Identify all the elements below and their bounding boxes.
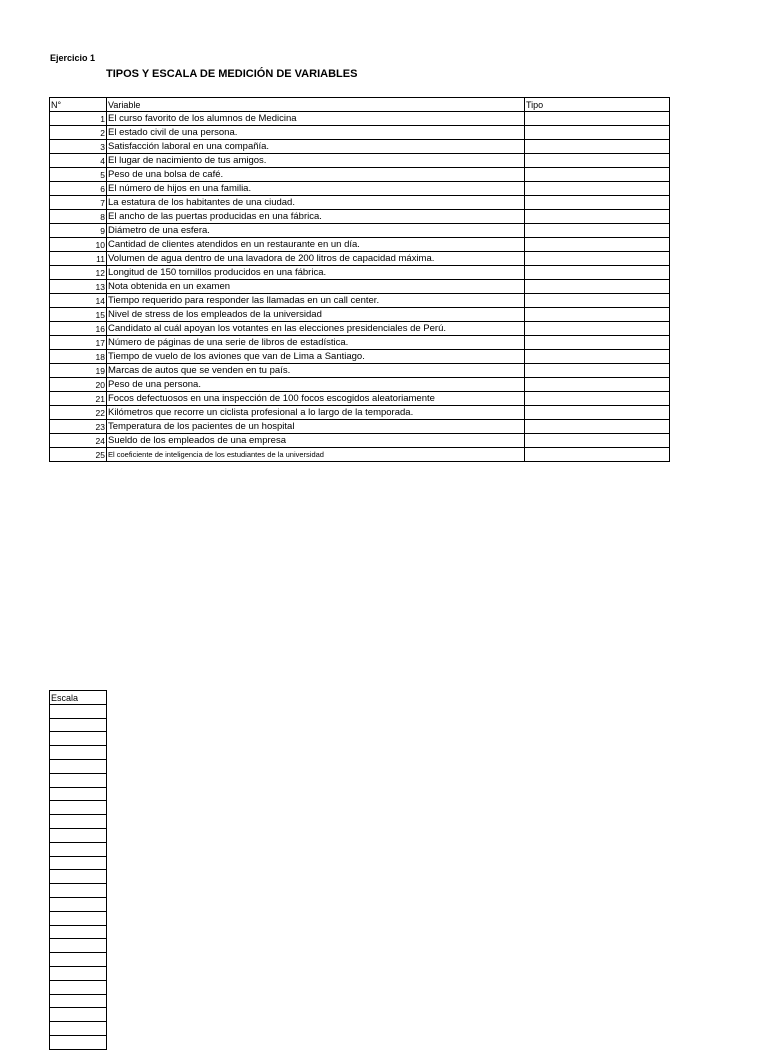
escala-cell[interactable] xyxy=(50,966,107,980)
variable-cell: El lugar de nacimiento de tus amigos. xyxy=(107,154,525,168)
table-row xyxy=(50,350,670,364)
table-row xyxy=(50,266,670,280)
type-cell[interactable] xyxy=(525,294,670,308)
table-row xyxy=(50,322,670,336)
variable-cell: Candidato al cuál apoyan los votantes en las elecciones presidenciales de Perú. xyxy=(107,322,525,336)
escala-cell[interactable] xyxy=(50,994,107,1008)
variable-cell: El coeficiente de inteligencia de los estudiantes de la universidad xyxy=(107,448,525,462)
variable-cell: Marcas de autos que se venden en tu país. xyxy=(107,364,525,378)
exercise-label: Ejercicio 1 xyxy=(50,53,96,63)
escala-cell[interactable] xyxy=(50,856,107,870)
table-row xyxy=(50,392,670,406)
type-cell[interactable] xyxy=(525,252,670,266)
table-row xyxy=(50,182,670,196)
escala-row xyxy=(50,1008,107,1022)
escala-row xyxy=(50,759,107,773)
escala-cell[interactable] xyxy=(50,773,107,787)
escala-row xyxy=(50,856,107,870)
variable-cell: Tiempo de vuelo de los aviones que van de Lima a Santiago. xyxy=(107,350,525,364)
escala-cell[interactable] xyxy=(50,870,107,884)
type-cell[interactable] xyxy=(525,378,670,392)
table-row xyxy=(50,434,670,448)
escala-cell[interactable] xyxy=(50,925,107,939)
table-row xyxy=(50,196,670,210)
table-row xyxy=(50,210,670,224)
row-number: 19 xyxy=(50,364,107,378)
variable-cell: Peso de una persona. xyxy=(107,378,525,392)
escala-cell[interactable] xyxy=(50,801,107,815)
header-type: Tipo xyxy=(525,98,670,112)
variable-cell: Kilómetros que recorre un ciclista profesional a lo largo de la temporada. xyxy=(107,406,525,420)
row-number: 1 xyxy=(50,112,107,126)
table-row xyxy=(50,364,670,378)
escala-row xyxy=(50,1035,107,1049)
escala-row xyxy=(50,746,107,760)
type-cell[interactable] xyxy=(525,154,670,168)
row-number: 3 xyxy=(50,140,107,154)
type-cell[interactable] xyxy=(525,392,670,406)
variable-cell: Sueldo de los empleados de una empresa xyxy=(107,434,525,448)
row-number: 20 xyxy=(50,378,107,392)
table-row xyxy=(50,168,670,182)
row-number: 23 xyxy=(50,420,107,434)
escala-row xyxy=(50,704,107,718)
header-escala: Escala xyxy=(50,691,107,705)
variable-cell: Volumen de agua dentro de una lavadora de 200 litros de capacidad máxima. xyxy=(107,252,525,266)
type-cell[interactable] xyxy=(525,266,670,280)
type-cell[interactable] xyxy=(525,140,670,154)
type-cell[interactable] xyxy=(525,112,670,126)
table-row xyxy=(50,406,670,420)
escala-row xyxy=(50,787,107,801)
escala-cell[interactable] xyxy=(50,828,107,842)
row-number: 10 xyxy=(50,238,107,252)
table-row xyxy=(50,126,670,140)
escala-row xyxy=(50,870,107,884)
escala-row xyxy=(50,884,107,898)
escala-cell[interactable] xyxy=(50,815,107,829)
row-number: 2 xyxy=(50,126,107,140)
type-cell[interactable] xyxy=(525,210,670,224)
table-row xyxy=(50,378,670,392)
escala-row xyxy=(50,911,107,925)
escala-cell[interactable] xyxy=(50,704,107,718)
type-cell[interactable] xyxy=(525,420,670,434)
row-number: 12 xyxy=(50,266,107,280)
variable-cell: El número de hijos en una familia. xyxy=(107,182,525,196)
escala-cell[interactable] xyxy=(50,732,107,746)
table-row xyxy=(50,280,670,294)
variable-cell: Tiempo requerido para responder las llamadas en un call center. xyxy=(107,294,525,308)
header-number: N° xyxy=(50,98,107,112)
variable-cell: El estado civil de una persona. xyxy=(107,126,525,140)
escala-cell[interactable] xyxy=(50,953,107,967)
escala-cell[interactable] xyxy=(50,759,107,773)
variable-cell: Nota obtenida en un examen xyxy=(107,280,525,294)
row-number: 21 xyxy=(50,392,107,406)
type-cell[interactable] xyxy=(525,322,670,336)
escala-row xyxy=(50,801,107,815)
table-row xyxy=(50,294,670,308)
escala-row xyxy=(50,828,107,842)
escala-cell[interactable] xyxy=(50,1008,107,1022)
type-cell[interactable] xyxy=(525,126,670,140)
escala-cell[interactable] xyxy=(50,787,107,801)
type-cell[interactable] xyxy=(525,448,670,462)
type-cell[interactable] xyxy=(525,336,670,350)
table-row xyxy=(50,112,670,126)
escala-row xyxy=(50,939,107,953)
escala-row xyxy=(50,897,107,911)
variable-cell: Focos defectuosos en una inspección de 100 focos escogidos aleatoriamente xyxy=(107,392,525,406)
row-number: 18 xyxy=(50,350,107,364)
escala-cell[interactable] xyxy=(50,718,107,732)
escala-cell[interactable] xyxy=(50,980,107,994)
type-cell[interactable] xyxy=(525,434,670,448)
variable-cell: Longitud de 150 tornillos producidos en una fábrica. xyxy=(107,266,525,280)
escala-row xyxy=(50,718,107,732)
row-number: 9 xyxy=(50,224,107,238)
escala-cell[interactable] xyxy=(50,939,107,953)
escala-table xyxy=(49,690,107,1050)
escala-row xyxy=(50,815,107,829)
row-number: 5 xyxy=(50,168,107,182)
type-cell[interactable] xyxy=(525,350,670,364)
header-variable: Variable xyxy=(107,98,525,112)
row-number: 24 xyxy=(50,434,107,448)
escala-cell[interactable] xyxy=(50,1035,107,1049)
escala-cell[interactable] xyxy=(50,897,107,911)
type-cell[interactable] xyxy=(525,196,670,210)
escala-row xyxy=(50,773,107,787)
escala-row xyxy=(50,925,107,939)
variable-cell: Número de páginas de una serie de libros de estadística. xyxy=(107,336,525,350)
row-number: 15 xyxy=(50,308,107,322)
row-number: 16 xyxy=(50,322,107,336)
variable-cell: La estatura de los habitantes de una ciudad. xyxy=(107,196,525,210)
row-number: 14 xyxy=(50,294,107,308)
escala-cell[interactable] xyxy=(50,884,107,898)
escala-row xyxy=(50,953,107,967)
page-title: TIPOS Y ESCALA DE MEDICIÓN DE VARIABLES xyxy=(106,68,358,80)
variable-cell: Peso de una bolsa de café. xyxy=(107,168,525,182)
escala-row xyxy=(50,966,107,980)
table-row xyxy=(50,308,670,322)
type-cell[interactable] xyxy=(525,364,670,378)
escala-cell[interactable] xyxy=(50,746,107,760)
variable-cell: El ancho de las puertas producidas en una fábrica. xyxy=(107,210,525,224)
type-cell[interactable] xyxy=(525,168,670,182)
variable-cell: El curso favorito de los alumnos de Medicina xyxy=(107,112,525,126)
table-row xyxy=(50,140,670,154)
escala-cell[interactable] xyxy=(50,842,107,856)
table-header-row xyxy=(50,98,670,112)
row-number: 11 xyxy=(50,252,107,266)
escala-row xyxy=(50,732,107,746)
type-cell[interactable] xyxy=(525,308,670,322)
row-number: 6 xyxy=(50,182,107,196)
escala-row xyxy=(50,842,107,856)
type-cell[interactable] xyxy=(525,280,670,294)
type-cell[interactable] xyxy=(525,182,670,196)
table-row xyxy=(50,252,670,266)
row-number: 7 xyxy=(50,196,107,210)
escala-row xyxy=(50,994,107,1008)
row-number: 8 xyxy=(50,210,107,224)
table-row xyxy=(50,420,670,434)
type-cell[interactable] xyxy=(525,406,670,420)
row-number: 4 xyxy=(50,154,107,168)
variable-cell: Satisfacción laboral en una compañía. xyxy=(107,140,525,154)
table-row xyxy=(50,336,670,350)
variable-cell: Diámetro de una esfera. xyxy=(107,224,525,238)
table-row xyxy=(50,224,670,238)
variable-cell: Cantidad de clientes atendidos en un restaurante en un día. xyxy=(107,238,525,252)
escala-cell[interactable] xyxy=(50,911,107,925)
table-row xyxy=(50,154,670,168)
table-row xyxy=(50,238,670,252)
type-cell[interactable] xyxy=(525,238,670,252)
row-number: 22 xyxy=(50,406,107,420)
variables-table xyxy=(49,97,670,462)
escala-row xyxy=(50,980,107,994)
row-number: 13 xyxy=(50,280,107,294)
variable-cell: Temperatura de los pacientes de un hospital xyxy=(107,420,525,434)
variable-cell: Nivel de stress de los empleados de la universidad xyxy=(107,308,525,322)
escala-header-row xyxy=(50,691,107,705)
table-row xyxy=(50,448,670,462)
row-number: 25 xyxy=(50,448,107,462)
row-number: 17 xyxy=(50,336,107,350)
type-cell[interactable] xyxy=(525,224,670,238)
